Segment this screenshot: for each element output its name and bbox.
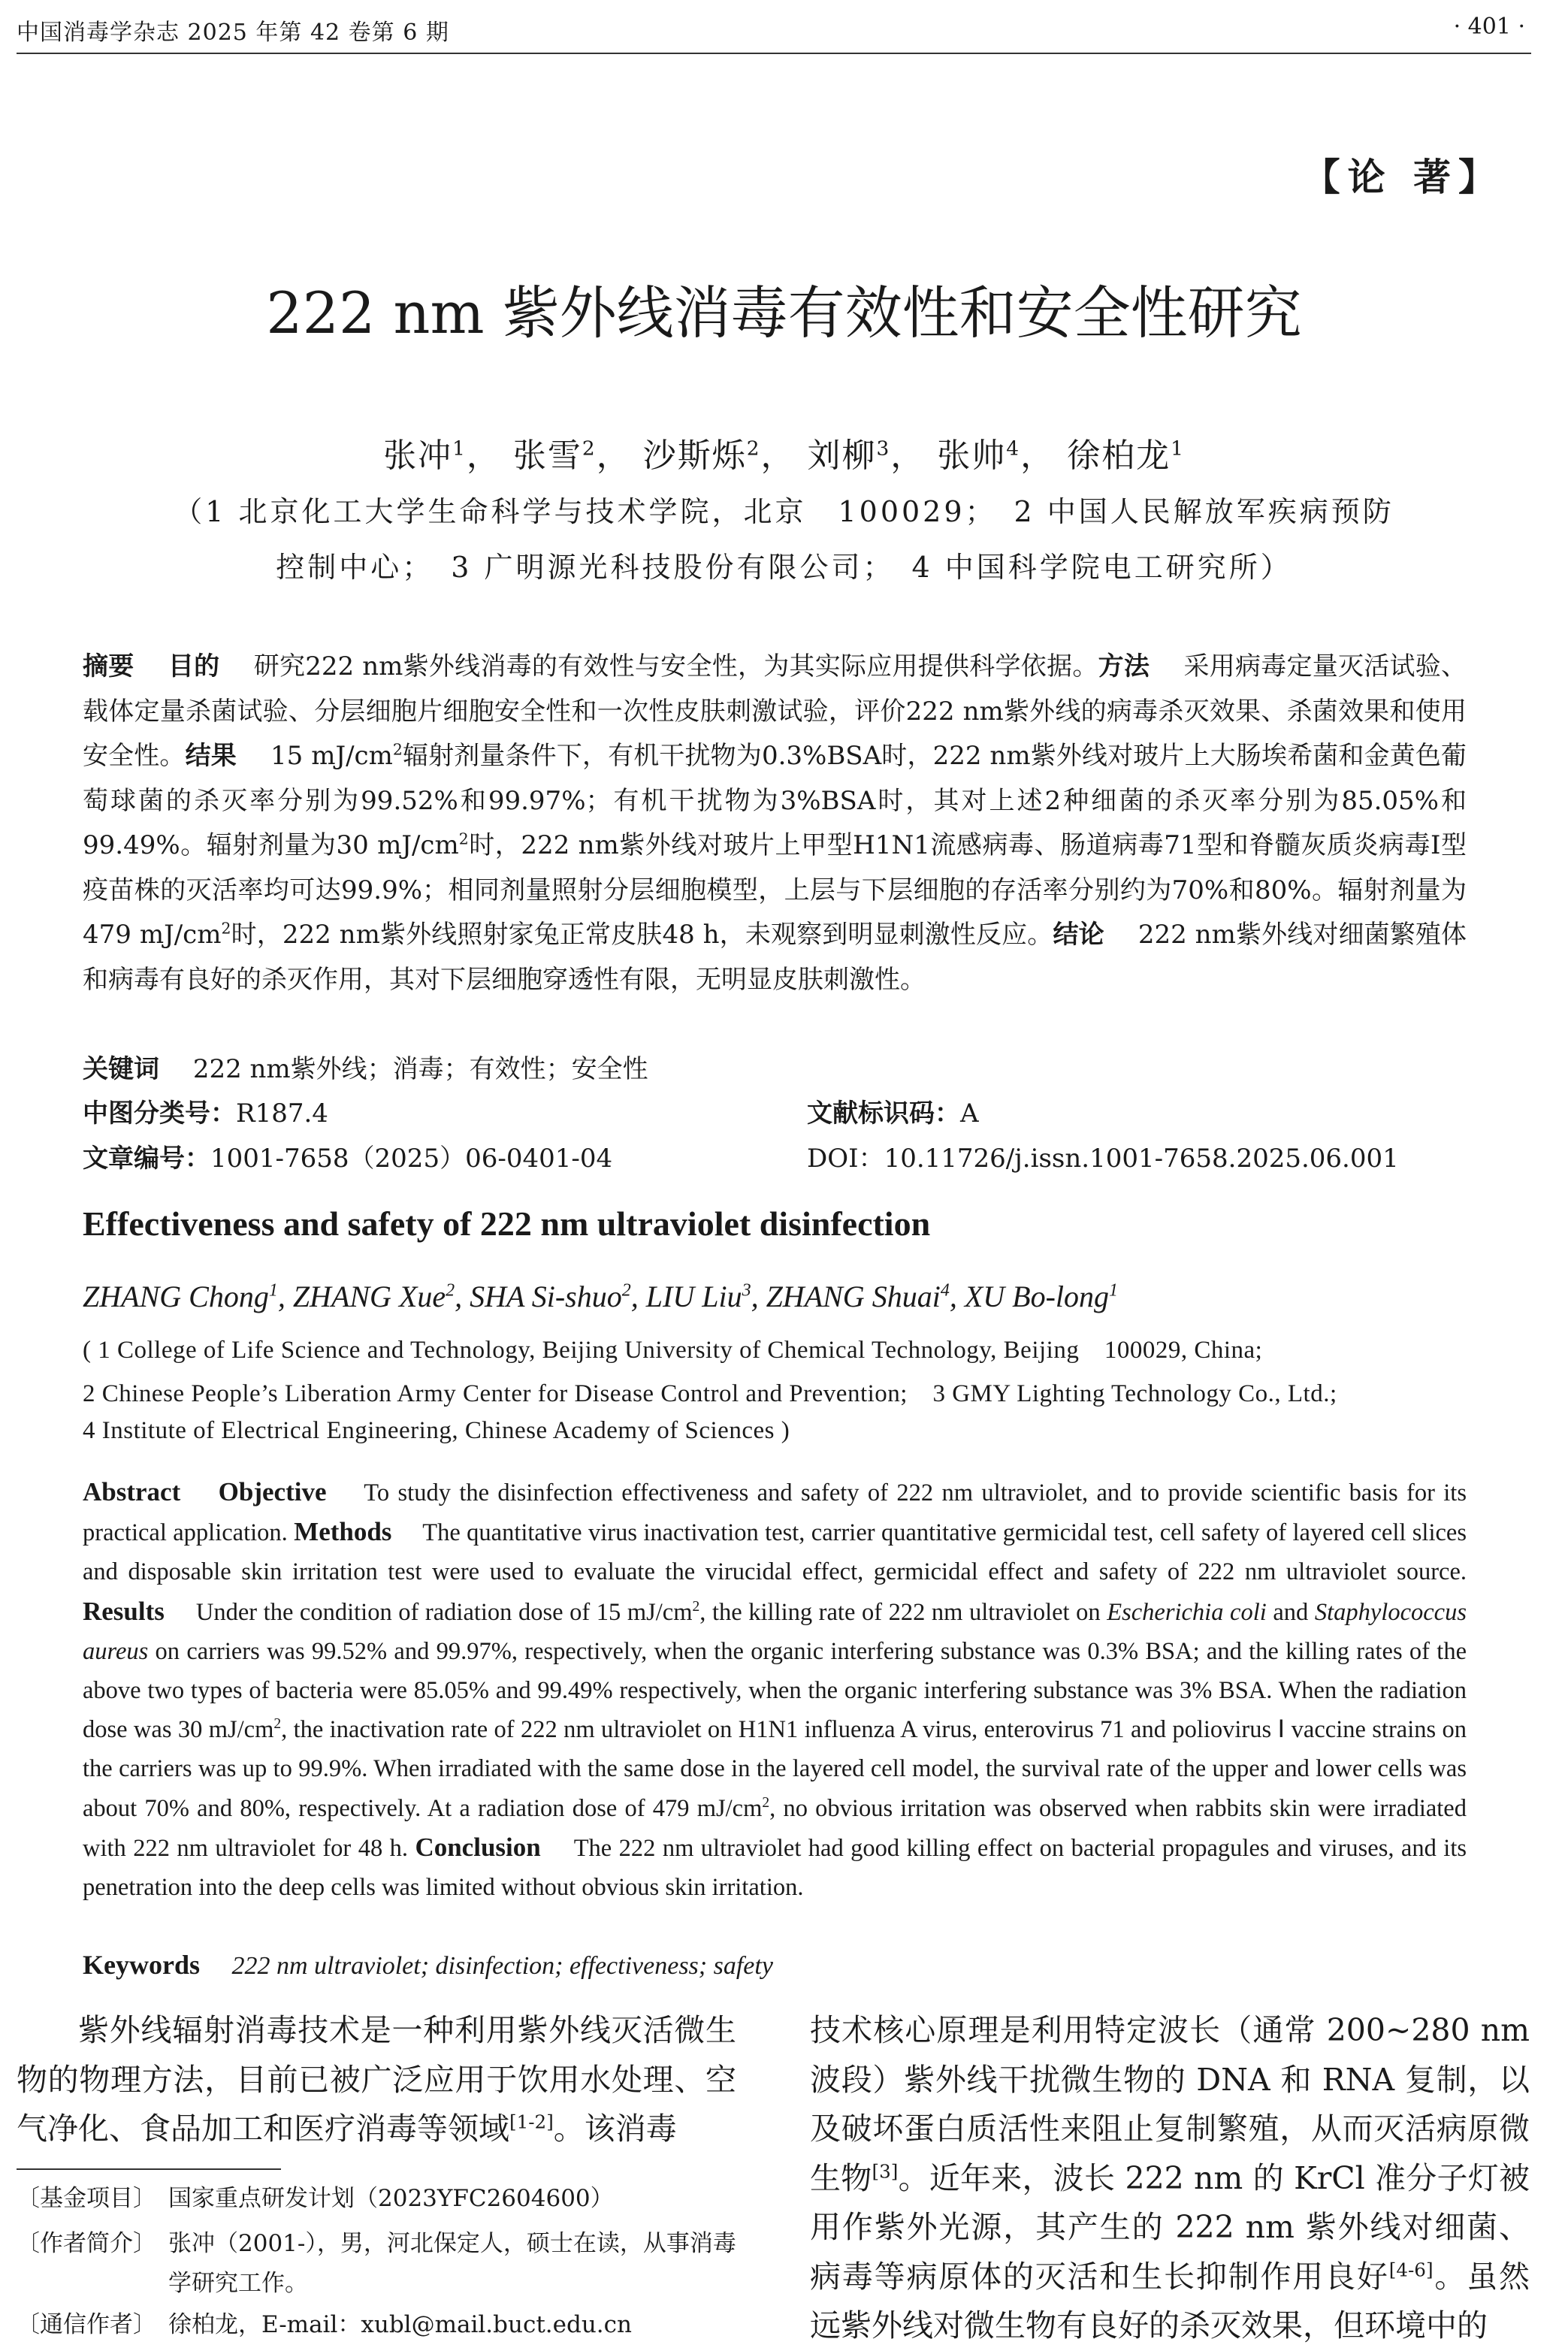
- author-affil-sup: 1: [268, 1280, 278, 1301]
- running-head: [17, 11, 1531, 54]
- author-affil-sup: 2: [621, 1280, 631, 1301]
- keywords-text-en: 222 nm ultraviolet; disinfection; effectiveness; safety: [231, 1952, 773, 1980]
- title-cn: 222 nm 紫外线消毒有效性和安全性研究: [266, 280, 1302, 346]
- author-name-en: ZHANG Xue: [292, 1280, 446, 1313]
- document-code: [807, 1092, 979, 1129]
- keywords-en: [83, 1945, 773, 1981]
- article-number: [83, 1138, 612, 1174]
- results-text-en: , the killing rate of 222 nm ultraviolet on: [699, 1598, 1107, 1626]
- results-text: 时，222 nm紫外线照射家兔正常皮肤48 h，未观察到明显刺激性反应。: [231, 920, 1053, 950]
- doi: [807, 1138, 1399, 1174]
- footnote-text: 徐柏龙，E-mail：xubl@mail.buct.edu.cn: [168, 2311, 632, 2338]
- footnote-label: 〔作者简介〕: [17, 2230, 156, 2257]
- footnote-divider: [17, 2168, 281, 2170]
- results-text: 时，222 nm紫外线对玻片上甲型H1N1流感病毒、肠道病毒71型和脊髓灰质炎病毒Ⅰ型疫苗株的灭活率均可达99.9%；相同剂量照射分层细胞模型，上层与下层细胞的存活率分别约为70%和80%。辐射剂量为479 mJ/cm: [83, 830, 1467, 950]
- results-text-en: , the inactivation rate of 222 nm ultraviolet on H1N1 influenza A virus, enterovirus 71 and poliovirus Ⅰ vaccine strains on the carriers was up to 99.9%. When irradiated with the same dose in the layered cell model, the survival rate of the upper and lower cells was about 70% and 80%, respectively. At a radiation dose of 479 mJ/cm: [83, 1716, 1467, 1822]
- results-label-en: Results: [83, 1596, 165, 1626]
- article-number-label: 文章编号：: [83, 1144, 210, 1174]
- authors-cn: 张冲$^1$， 张雪$^2$， 沙斯烁$^2$， 刘柳$^3$， 张帅$^4$， 徐柏龙$^1$: [383, 437, 1185, 475]
- author-name-en: ZHANG Chong: [83, 1280, 269, 1313]
- doi-label: DOI：: [807, 1144, 884, 1174]
- methods-text-en: The quantitative virus inactivation test, carrier quantitative germicidal test, cell safety of layered cell slices and disposable skin irritation test were used to evaluate the virucidal effect, germicidal effect and safety of 222 nm ultraviolet source.: [83, 1519, 1467, 1586]
- objective-text: 研究222 nm紫外线消毒的有效性与安全性，为其实际应用提供科学依据。: [253, 651, 1098, 681]
- body-paragraph: [17, 2006, 736, 2154]
- body-column-right: [810, 2006, 1530, 2351]
- author-affil-sup: 3: [742, 1280, 751, 1301]
- doi-value: 10.11726/j.issn.1001-7658.2025.06.001: [884, 1144, 1399, 1174]
- author-affil-sup: 3: [876, 437, 891, 461]
- body-text: 。虽然远紫外线对微生物有良好的杀灭效果，但环境中的: [810, 2258, 1530, 2343]
- body-paragraph: [810, 2006, 1530, 2351]
- author-name: 刘柳: [807, 437, 877, 475]
- results-text-en: Under the condition of radiation dose of 15 mJ/cm: [195, 1598, 693, 1626]
- footnote-funding: [17, 2179, 738, 2219]
- superscript-2: 2: [221, 919, 231, 938]
- superscript-2: 2: [392, 740, 403, 759]
- author-affil-sup: 2: [582, 437, 597, 461]
- affiliation-cn-line2: 控制中心； 3 广明源光科技股份有限公司； 4 中国科学院电工研究所）: [276, 551, 1292, 584]
- author-name-en: XU Bo-long: [964, 1280, 1109, 1313]
- conclusion-text-en: The 222 nm ultraviolet had good killing effect on bacterial propagules and viruses, and its penetration into the deep cells was limited without obvious skin irritation.: [83, 1834, 1467, 1902]
- abstract-label-en: Abstract: [83, 1477, 181, 1506]
- section-label: 【论 著】: [1302, 155, 1503, 199]
- author-name-en: LIU Liu: [645, 1280, 742, 1313]
- journal-name: 中国消毒学杂志 2025 年第 42 卷第 6 期: [17, 20, 449, 46]
- author-name: 沙斯烁: [642, 437, 747, 475]
- author-name: 徐柏龙: [1067, 437, 1171, 475]
- title-en: Effectiveness and safety of 222 nm ultraviolet disinfection: [83, 1204, 931, 1243]
- keywords-cn: [83, 1047, 1467, 1092]
- classification-label: 中图分类号：: [83, 1098, 236, 1129]
- objective-label: 目的: [168, 651, 220, 681]
- conclusion-text: 222 nm紫外线对细菌繁殖体和病毒有良好的杀灭作用，其对下层细胞穿透性有限，无明显皮肤刺激性。: [83, 920, 1467, 995]
- superscript-2: 2: [273, 1716, 282, 1733]
- results-text-en: on carriers was 99.52% and 99.97%, respectively, when the organic interfering substance was 0.3% BSA; and the killing rates of the above two types of bacteria were 85.05% and 99.49% respectively, when the organic interfering substance was 3% BSA. When the radiation dose was 30 mJ/cm: [83, 1637, 1467, 1744]
- footnote-author-bio: [17, 2224, 738, 2297]
- methods-label-en: Methods: [294, 1517, 392, 1547]
- abstract-cn: [83, 645, 1467, 1002]
- keywords-label-en: Keywords: [83, 1950, 200, 1980]
- results-text: 15 mJ/cm: [270, 741, 393, 771]
- page-number: · 401 ·: [1453, 14, 1525, 40]
- footnote-label: 〔基金项目〕: [17, 2185, 156, 2212]
- footnote-label: 〔通信作者〕: [17, 2311, 156, 2338]
- author-affil-sup: 1: [452, 437, 467, 461]
- author-affil-sup: 1: [1109, 1280, 1118, 1301]
- conclusion-label-en: Conclusion: [415, 1832, 541, 1862]
- author-name-en: SHA Si-shuo: [470, 1280, 622, 1313]
- abstract-label: 摘要: [83, 651, 134, 681]
- species-name: Escherichia coli: [1107, 1598, 1267, 1626]
- author-affil-sup: 1: [1171, 437, 1185, 461]
- classification-value: R187.4: [236, 1098, 328, 1129]
- footnote-text: 国家重点研发计划（2023YFC2604600）: [168, 2185, 614, 2212]
- affiliation-en-line2: 2 Chinese People’s Liberation Army Center for Disease Control and Prevention; 3 GMY Lighting Technology Co., Ltd.;: [83, 1380, 1337, 1407]
- author-affil-sup: 4: [940, 1280, 950, 1301]
- author-affil-sup: 2: [446, 1280, 455, 1301]
- author-name-en: ZHANG Shuai: [766, 1280, 941, 1313]
- methods-label: 方法: [1098, 651, 1150, 681]
- author-affil-sup: 2: [746, 437, 761, 461]
- objective-text-en: To study the disinfection effectiveness and safety of 222 nm ultraviolet, and to provide scientific basis for its practical application.: [83, 1479, 1467, 1547]
- body-text: 技术核心原理是利用特定波长（通常 200~280 nm 波段）紫外线干扰微生物的 DNA 和 RNA 复制，以及破坏蛋白质活性来阻止复制繁殖，从而灭活病原微生物: [810, 2012, 1530, 2196]
- body-text: 紫外线辐射消毒技术是一种利用紫外线灭活微生物的物理方法，目前已被广泛应用于饮用水处理、空气净化、食品加工和医疗消毒等领域: [17, 2012, 736, 2147]
- keywords-text: 222 nm紫外线；消毒；有效性；安全性: [192, 1054, 648, 1084]
- authors-en: ZHANG Chong$^1$, ZHANG Xue$^2$, SHA Si-shuo$^2$, LIU Liu$^3$, ZHANG Shuai$^4$, XU Bo-long$^1$: [83, 1280, 1118, 1313]
- author-name: 张雪: [512, 437, 582, 475]
- citation: [4-6]: [1388, 2258, 1434, 2280]
- results-label: 结果: [185, 741, 237, 771]
- citation: [3]: [872, 2159, 899, 2182]
- objective-label-en: Objective: [218, 1477, 327, 1506]
- author-affil-sup: 4: [1006, 437, 1021, 461]
- abstract-en: [83, 1473, 1467, 1907]
- results-text: 辐射剂量条件下，有机干扰物为0.3%BSA时，222 nm紫外线对玻片上大肠埃希菌和金黄色葡萄球菌的杀灭率分别为99.52%和99.97%；有机干扰物为3%BSA时，其对上述2种细菌的杀灭率分别为85.05%和99.49%。辐射剂量为30 mJ/cm: [83, 741, 1467, 860]
- classification-number: [83, 1092, 328, 1129]
- methods-text: 采用病毒定量灭活试验、载体定量杀菌试验、分层细胞片细胞安全性和一次性皮肤刺激试验，评价222 nm紫外线的病毒杀灭效果、杀菌效果和使用安全性。: [83, 651, 1467, 771]
- superscript-2: 2: [458, 829, 469, 848]
- affiliation-en-line1: ( 1 College of Life Science and Technology, Beijing University of Chemical Technology, Beijing 100029, China;: [83, 1337, 1263, 1364]
- species-name: Staphylococcus aureus: [83, 1598, 1467, 1665]
- author-name: 张冲: [383, 437, 453, 475]
- author-name: 张帅: [937, 437, 1007, 475]
- affiliation-cn-line1: （1 北京化工大学生命科学与技术学院，北京 100029； 2 中国人民解放军疾病预防: [174, 495, 1394, 528]
- keywords-label: 关键词: [83, 1054, 159, 1084]
- superscript-2: 2: [692, 1598, 700, 1615]
- document-code-value: A: [960, 1098, 979, 1129]
- article-number-value: 1001-7658（2025）06-0401-04: [210, 1144, 613, 1174]
- affiliation-en-line3: 4 Institute of Electrical Engineering, Chinese Academy of Sciences ): [83, 1417, 790, 1444]
- results-text-en: , no obvious irritation was observed when rabbits skin were irradiated with 222 nm ultraviolet for 48 h.: [83, 1794, 1467, 1862]
- footnote-corresponding: [17, 2305, 738, 2345]
- body-column-left: [17, 2006, 736, 2154]
- body-text: 。该消毒: [553, 2111, 677, 2147]
- footnote-text: 张冲（2001-），男，河北保定人，硕士在读，从事消毒学研究工作。: [168, 2230, 736, 2297]
- conclusion-label: 结论: [1053, 920, 1104, 950]
- results-text-en: and: [1266, 1598, 1315, 1626]
- document-code-label: 文献标识码：: [807, 1098, 960, 1129]
- superscript-2: 2: [762, 1794, 770, 1811]
- citation: [1-2]: [509, 2111, 554, 2133]
- body-text: 。近年来，波长 222 nm 的 KrCl 准分子灯被用作紫外光源，其产生的 222 nm 紫外线对细菌、病毒等病原体的灭活和生长抑制作用良好: [810, 2159, 1530, 2295]
